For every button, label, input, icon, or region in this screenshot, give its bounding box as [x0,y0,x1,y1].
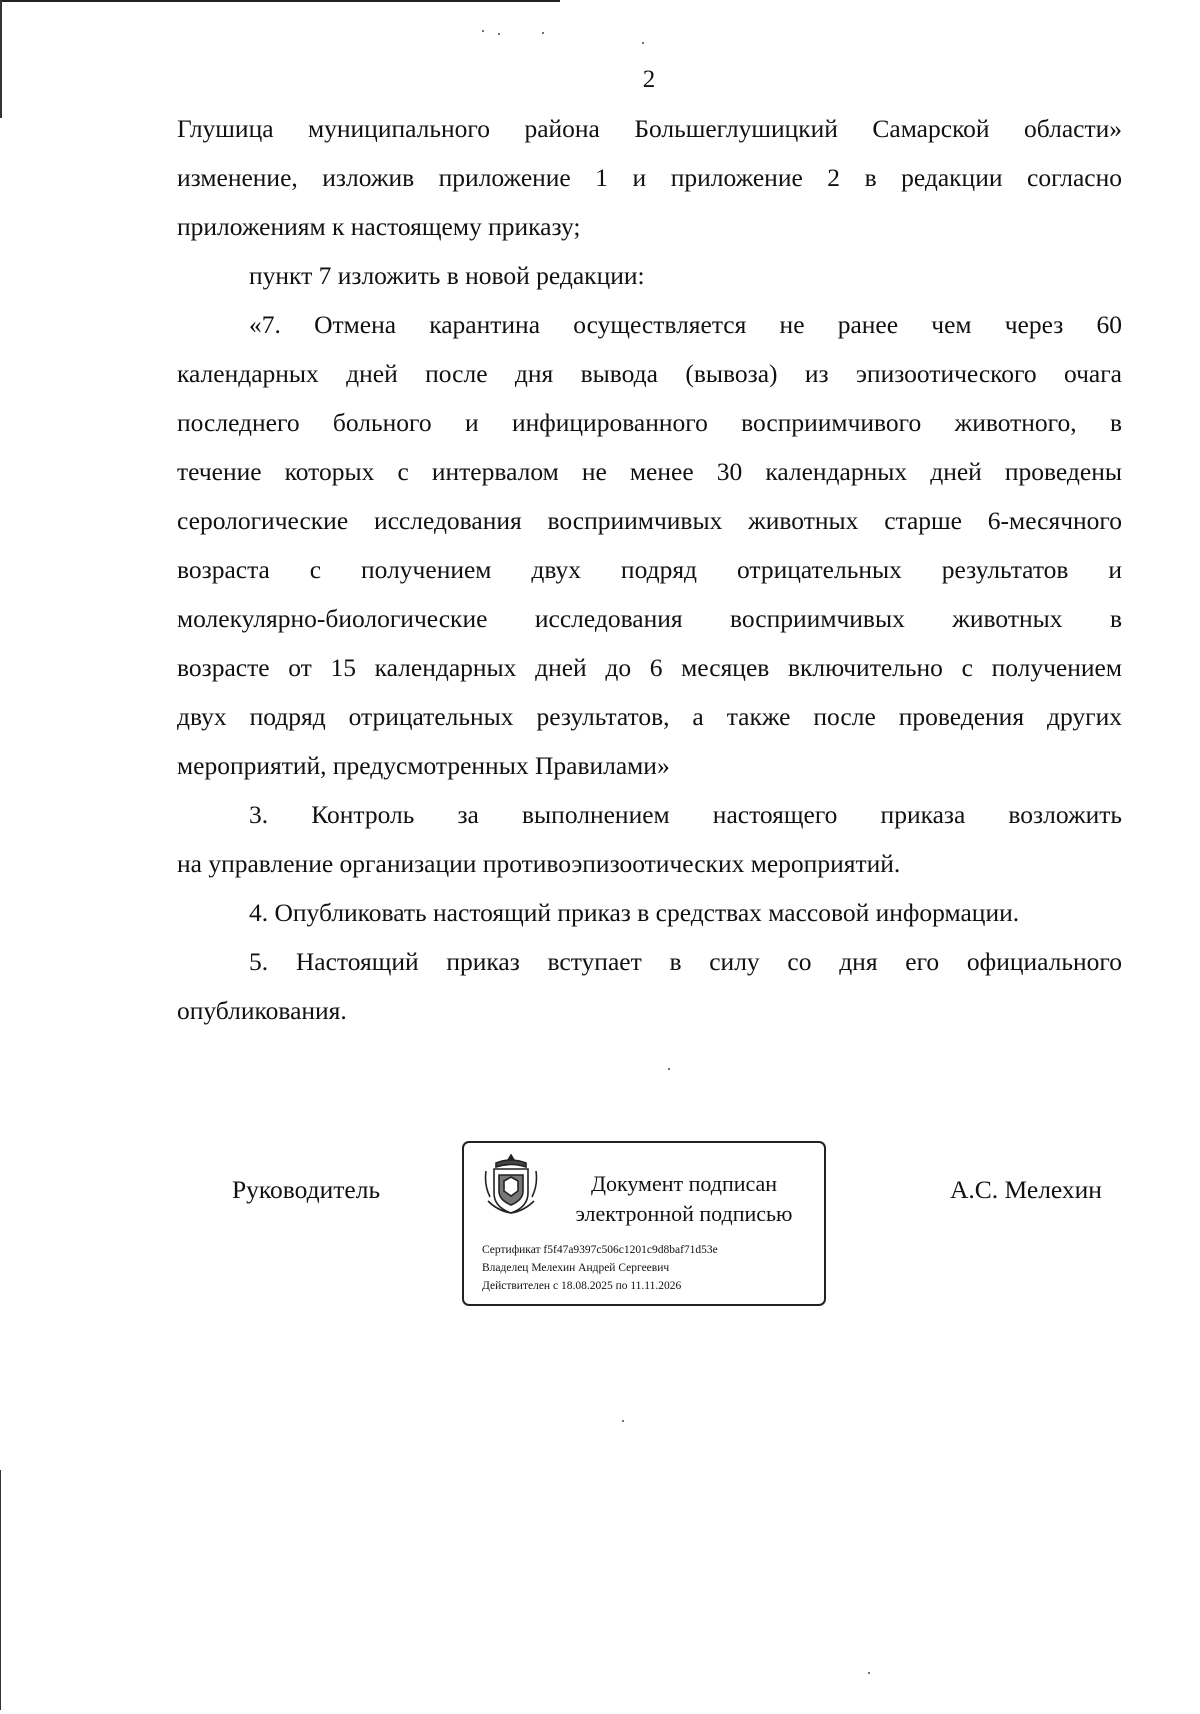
scan-edge-mark [0,0,2,118]
scan-speck [542,32,544,34]
stamp-title-line: электронной подписью [575,1201,793,1226]
stamp-title [554,1169,814,1229]
text-line: течение которых с интервалом не менее 30 календарных дней проведены [177,457,1122,486]
text-line: приложениям к настоящему приказу; [177,212,581,241]
text-line: пункт 7 изложить в новой редакции: [249,261,645,290]
text-line: изменение, изложив приложение 1 и приложение 2 в редакции согласно [177,163,1122,192]
text-line: возраста с получением двух подряд отрицательных результатов и [177,555,1122,584]
text-line: 5. Настоящий приказ вступает в силу со дня его официального [249,947,1122,976]
text-line: молекулярно-биологические исследования восприимчивых животных в [177,604,1122,633]
text-line: возрасте от 15 календарных дней до 6 месяцев включительно с получением [177,653,1122,682]
scan-speck [868,1672,870,1674]
top-edge-rule [0,0,560,2]
text-line: двух подряд отрицательных результатов, а также после проведения других [177,702,1122,731]
scan-speck [622,1420,624,1422]
scan-speck [482,30,484,32]
text-line: серологические исследования восприимчивых животных старше 6-месячного [177,506,1122,535]
scan-speck [498,33,500,35]
text-line: опубликования. [177,996,347,1025]
text-line: «7. Отмена карантина осуществляется не ранее чем через 60 [249,310,1122,339]
coat-of-arms-icon [482,1151,540,1219]
signatory-name: А.С. Мелехин [950,1175,1102,1204]
signatory-position: Руководитель [232,1175,381,1204]
stamp-validity: Действителен с 18.08.2025 по 11.11.2026 [482,1280,682,1292]
scan-speck [642,42,644,44]
text-line: Глушица муниципального района Большеглушицкий Самарской области» [177,114,1122,143]
text-line: 3. Контроль за выполнением настоящего приказа возложить [249,800,1122,829]
scan-speck [668,1068,670,1070]
text-line: мероприятий, предусмотренных Правилами» [177,751,670,780]
stamp-title-line: Документ подписан [590,1171,778,1196]
electronic-signature-stamp [462,1141,826,1306]
text-line: календарных дней после дня вывода (вывоза) из эпизоотического очага [177,359,1122,388]
scan-edge-mark [0,1470,1,1710]
text-line: 4. Опубликовать настоящий приказ в средствах массовой информации. [249,898,1020,927]
text-line: на управление организации противоэпизоотических мероприятий. [177,849,901,878]
text-line: последнего больного и инфицированного восприимчивого животного, в [177,408,1122,437]
stamp-owner: Владелец Мелехин Андрей Сергеевич [482,1262,670,1274]
stamp-details [482,1241,718,1295]
document-body [177,104,1122,1035]
page-number: 2 [642,66,656,93]
stamp-certificate: Сертификат f5f47a9397c506c1201c9d8baf71d53e [482,1244,718,1256]
